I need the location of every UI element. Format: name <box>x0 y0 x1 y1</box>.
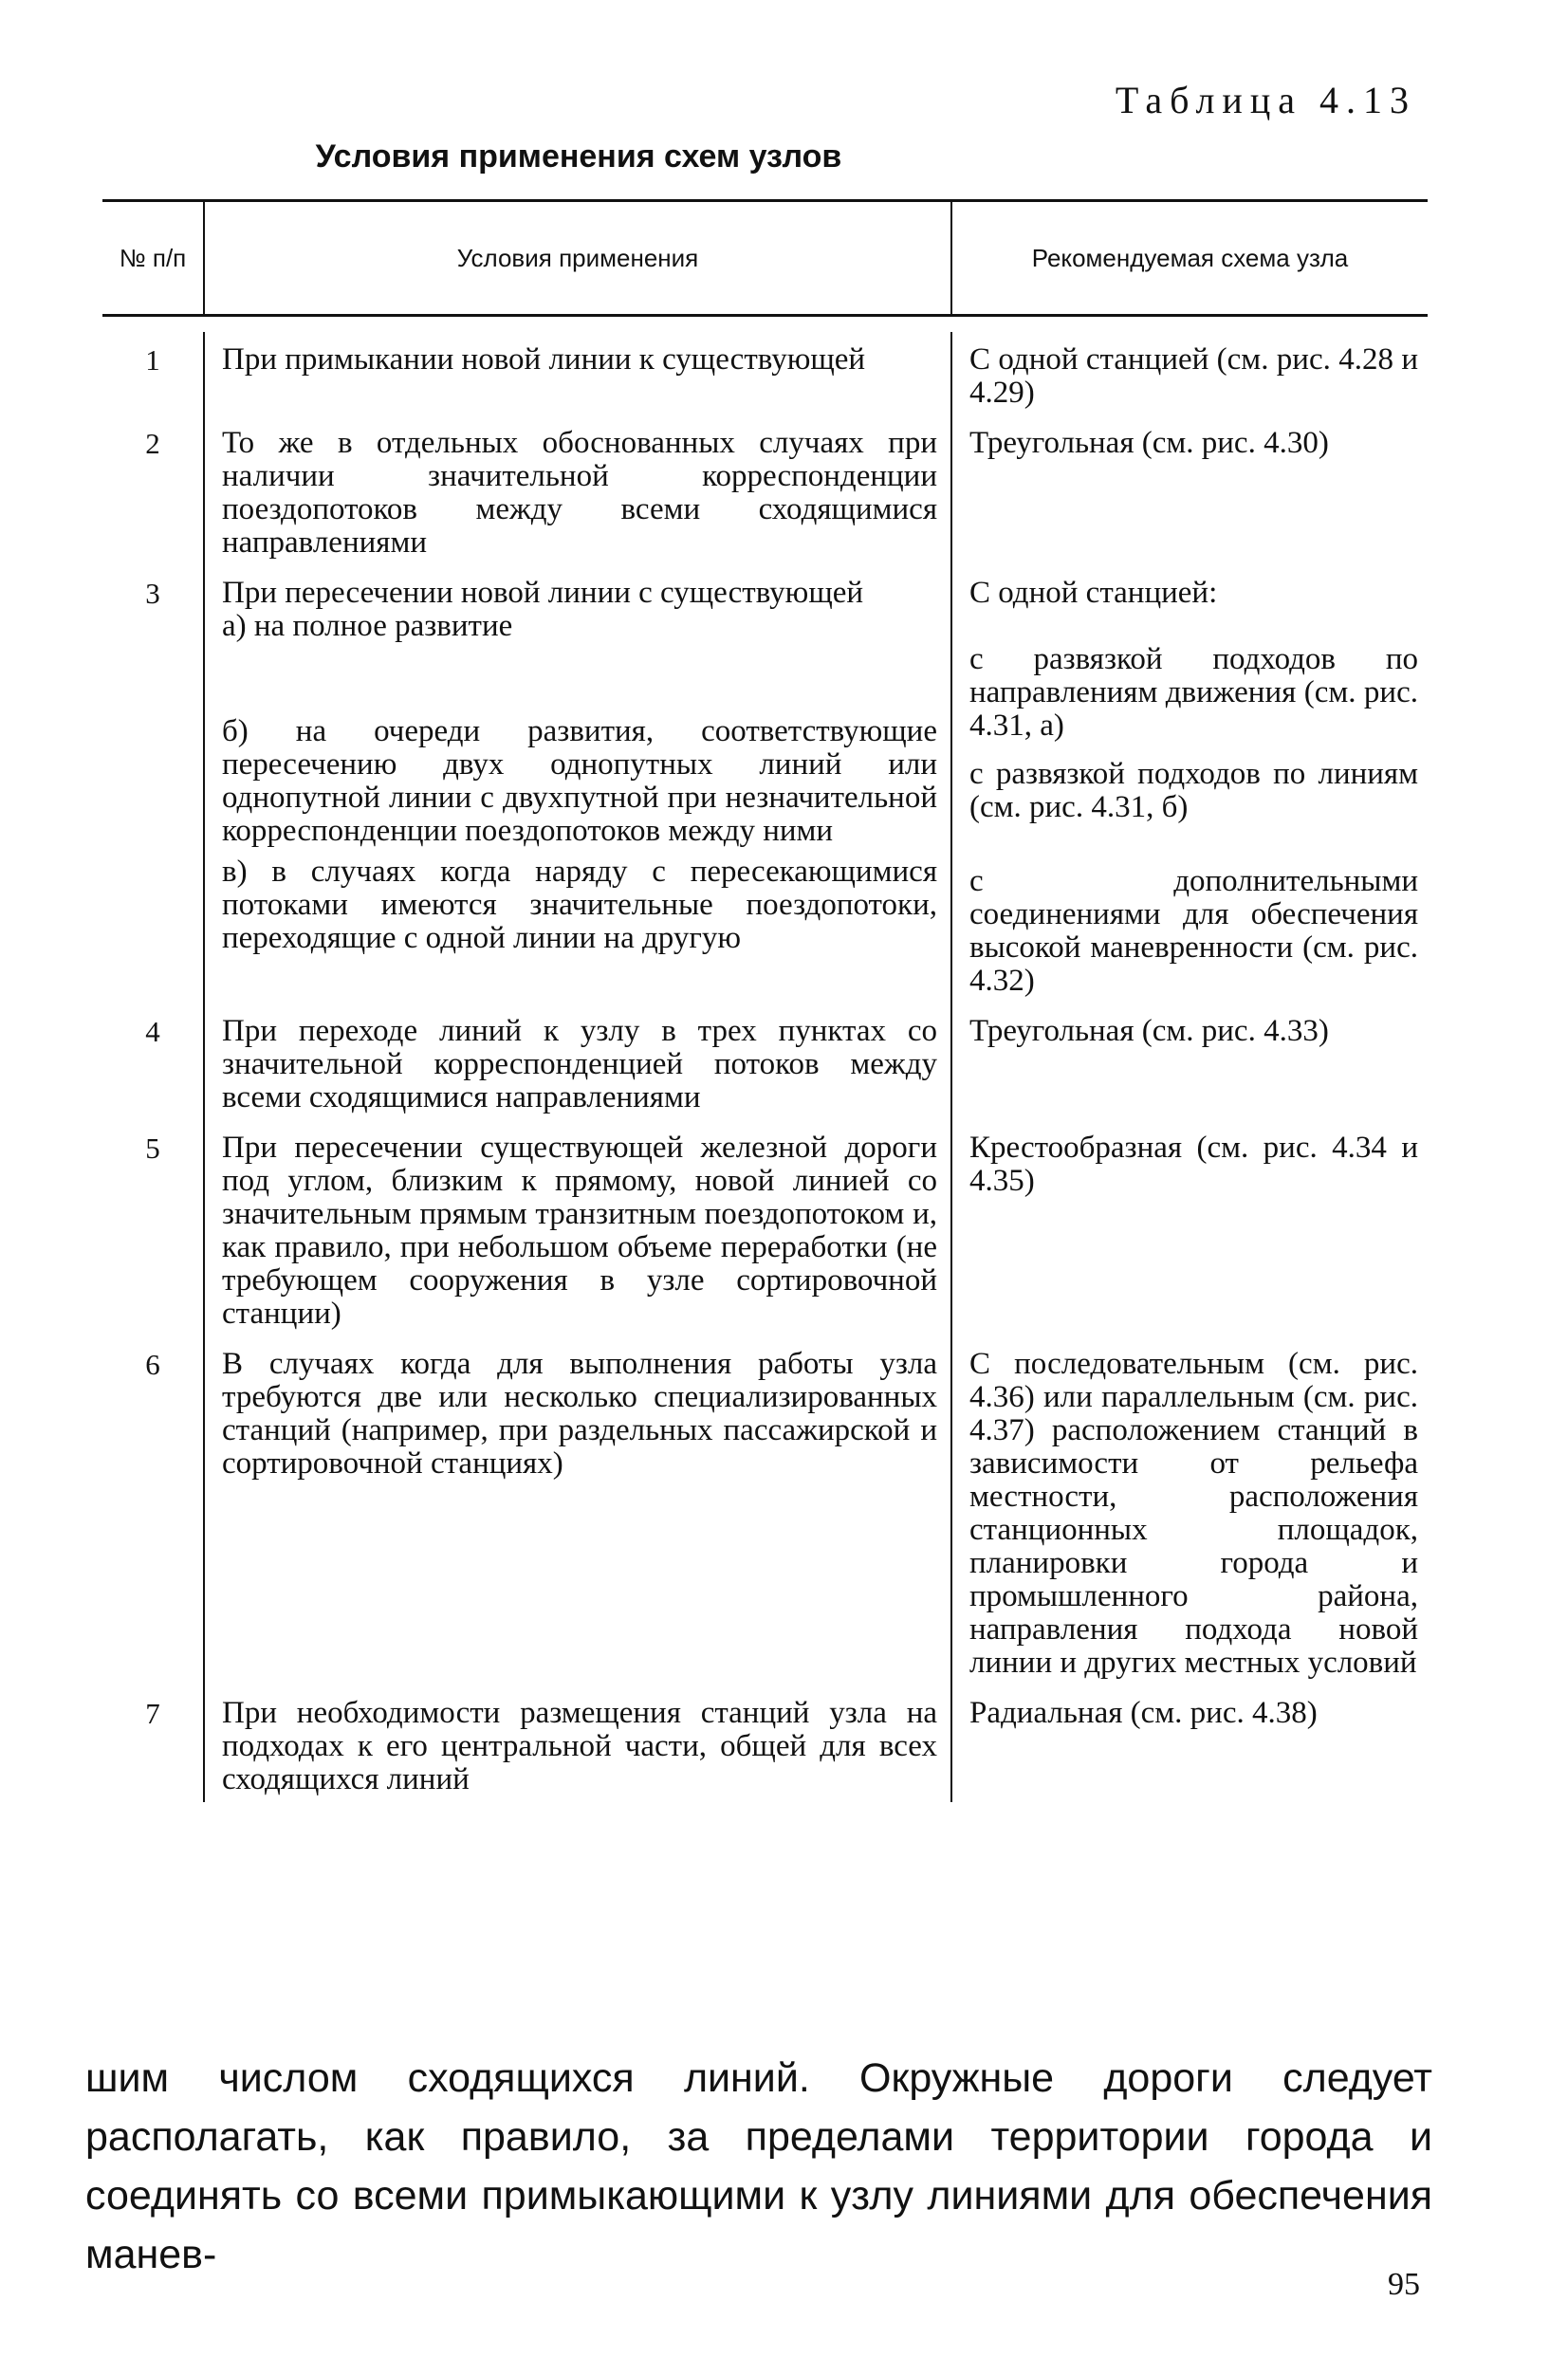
table-row <box>102 415 1428 565</box>
row-conditions: При примыкании новой линии к существующей <box>203 332 950 415</box>
row-number: 3 <box>145 577 160 610</box>
header-conditions: Условия применения <box>203 202 950 314</box>
row-scheme: С последовательным (см. рис. 4.36) или параллельным (см. рис. 4.37) расположением станций в зависимости от рельефа местности, расположения станционных площадок, планировки города и промышленного района, направления подхода новой линии и других местных условий <box>950 1336 1428 1685</box>
table-row <box>102 565 1428 1003</box>
sub-condition-a: а) на полное развитие <box>222 609 513 643</box>
row-scheme: Радиальная (см. рис. 4.38) <box>950 1685 1428 1802</box>
row-number: 4 <box>145 1015 160 1048</box>
row-scheme-main: С одной станцией: <box>969 576 1218 610</box>
header-scheme: Рекомендуемая схема узла <box>950 202 1428 314</box>
sub-scheme-a: с развязкой подходов по направлениям движения (см. рис. 4.31, а) <box>969 642 1418 743</box>
row-number: 7 <box>145 1697 160 1730</box>
header-num: № п/п <box>119 243 187 272</box>
table-label: Таблица 4.13 <box>1115 79 1416 121</box>
conditions-table <box>102 199 1428 1817</box>
continuation-paragraph: шим числом сходящихся линий. Окружные дороги следует располагать, как правило, за пределами территории города и соединять со всеми примыкающими к узлу линиями для обеспечения манев- <box>85 2055 1432 2277</box>
row-conditions <box>203 565 950 1003</box>
sub-condition-b: б) на очереди развития, соответствующие пересечению двух однопутных линий или однопутной линии с двухпутной при незначительной корреспонденции поездопотоков между ними <box>222 714 937 848</box>
table-row <box>102 1120 1428 1336</box>
row-number: 6 <box>145 1348 160 1381</box>
row-conditions: В случаях когда для выполнения работы узла требуются две или несколько специализированных станций (например, при раздельных пассажирской и сортировочной станциях) <box>203 1336 950 1685</box>
table-row <box>102 1336 1428 1685</box>
page-number: 95 <box>1388 2267 1420 2302</box>
row-conditions-main: При пересечении новой линии с существующей <box>222 576 864 610</box>
row-conditions: То же в отдельных обоснованных случаях при наличии значительной корреспонденции поездопотоков между всеми сходящимися направлениями <box>203 415 950 565</box>
sub-scheme-b: с развязкой подходов по линиям (см. рис. 4.31, б) <box>969 757 1418 824</box>
sub-condition-c: в) в случаях когда наряду с пересекающимися потоками имеются значительные поездопотоки, переходящие с одной линии на другую <box>222 855 937 955</box>
row-conditions: При необходимости размещения станций узла на подходах к его центральной части, общей для всех сходящихся линий <box>203 1685 950 1802</box>
row-scheme: Треугольная (см. рис. 4.30) <box>950 415 1428 565</box>
row-number: 2 <box>145 427 160 460</box>
table-header <box>102 202 1428 314</box>
table-row <box>102 1685 1428 1817</box>
sub-scheme-c: с дополнительными соединениями для обеспечения высокой маневренности (см. рис. 4.32) <box>969 864 1418 998</box>
row-number: 1 <box>145 343 160 377</box>
table-row <box>102 317 1428 415</box>
row-scheme: С одной станцией (см. рис. 4.28 и 4.29) <box>950 332 1428 415</box>
row-conditions: При переходе линий к узлу в трех пунктах со значительной корреспонденцией потоков между всеми сходящимися направлениями <box>203 1003 950 1120</box>
table-title: Условия применения схем узлов <box>315 138 842 175</box>
row-scheme: Треугольная (см. рис. 4.33) <box>950 1003 1428 1120</box>
table-body <box>102 317 1428 1817</box>
row-scheme: Крестообразная (см. рис. 4.34 и 4.35) <box>950 1120 1428 1336</box>
row-number: 5 <box>145 1132 160 1165</box>
row-conditions: При пересечении существующей железной дороги под углом, близким к прямому, новой линией со значительным прямым транзитным поездопотоком и, как правило, при небольшом объеме переработки (не требующем сооружения в узле сортировочной станции) <box>203 1120 950 1336</box>
row-scheme <box>950 565 1428 1003</box>
table-row <box>102 1003 1428 1120</box>
